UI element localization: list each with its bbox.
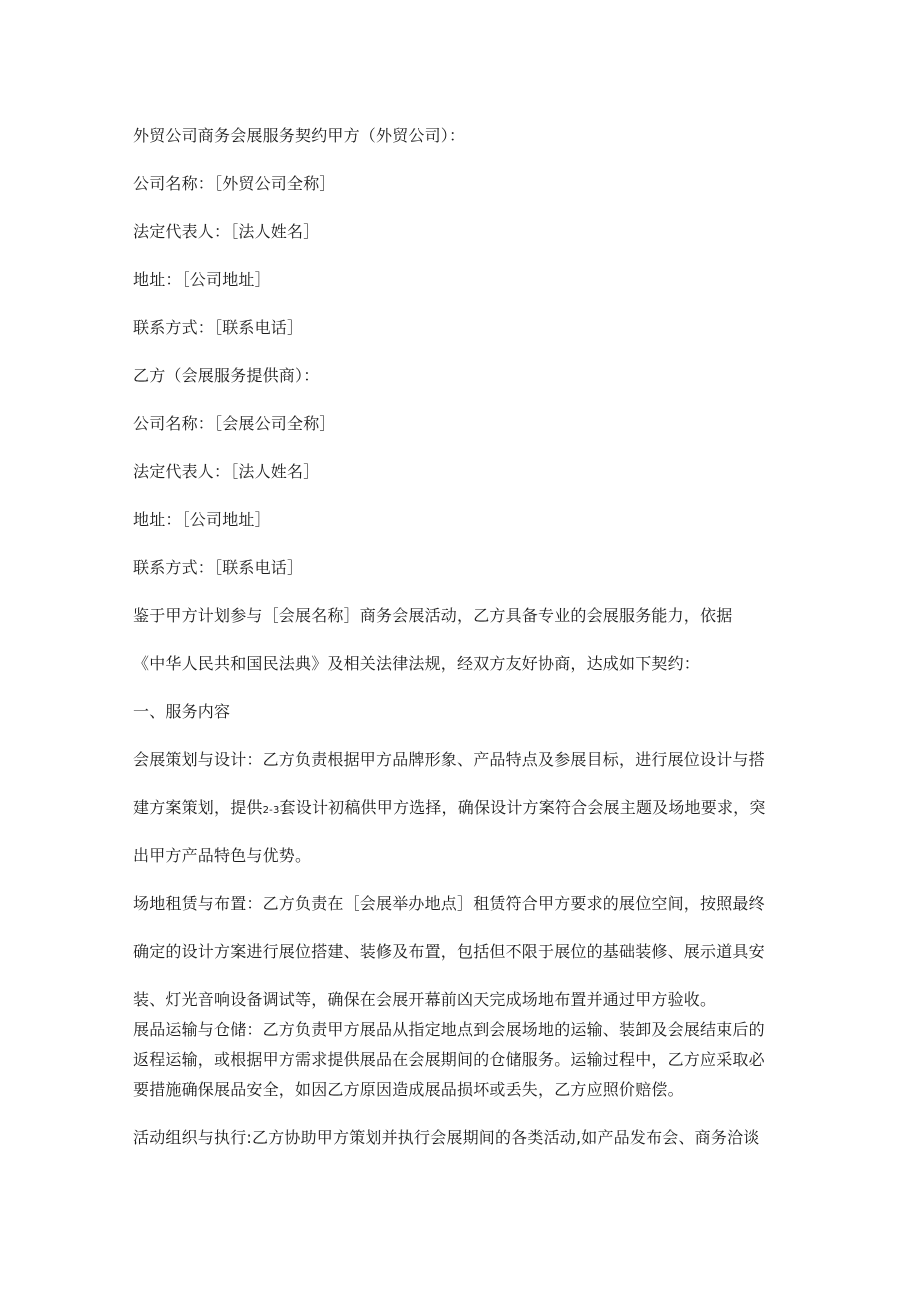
party-b-heading: 乙方（会展服务提供商）： xyxy=(133,366,320,385)
preamble-line-2: 《中华人民共和国民法典》及相关法律法规，经双方友好协商，达成如下契约： xyxy=(133,654,701,673)
transport-line-3: 要措施确保展品安全，如因乙方原因造成展品损坏或丢失，乙方应照价赔偿。 xyxy=(133,1080,684,1099)
venue-line-3: 装、灯光音响设备调试等，确保在会展开幕前凶天完成场地布置并通过甲方验收。 xyxy=(133,990,717,1009)
party-a-contact: 联系方式：［联系电话］ xyxy=(133,318,304,337)
planning-line-2-post: 套设计初稿供甲方选择，确保设计方案符合会展主题及场地要求，突 xyxy=(279,798,766,817)
party-b-address: 地址：［公司地址］ xyxy=(133,510,271,529)
party-b-legal-rep: 法定代表人：［法人姓名］ xyxy=(133,462,320,481)
party-a-legal-rep: 法定代表人：［法人姓名］ xyxy=(133,222,320,241)
venue-line-2: 确定的设计方案进行展位搭建、装修及布置，包括但不限于展位的基础装修、展示道具安 xyxy=(133,942,765,961)
planning-line-1: 会展策划与设计：乙方负责根据甲方品牌形象、产品特点及参展目标，进行展位设计与搭 xyxy=(133,750,765,769)
party-a-company-name: 公司名称：［外贸公司全称］ xyxy=(133,174,336,193)
contract-title: 外贸公司商务会展服务契约甲方（外贸公司）： xyxy=(133,126,466,145)
venue-line-1: 场地租赁与布置：乙方负责在［会展举办地点］租赁符合甲方要求的展位空间，按照最终 xyxy=(133,894,765,913)
preamble-line-1: 鉴于甲方计划参与［会展名称］商务会展活动，乙方具备专业的会展服务能力，依据 xyxy=(133,606,733,625)
party-b-company-name: 公司名称：［会展公司全称］ xyxy=(133,414,336,433)
planning-draft-count: 2-3 xyxy=(262,805,280,816)
planning-line-2-pre: 建方案策划，提供 xyxy=(133,798,263,817)
section-1-heading: 一、服务内容 xyxy=(133,702,231,721)
transport-line-1: 展品运输与仓储：乙方负责甲方展品从指定地点到会展场地的运输、装卸及会展结束后的 xyxy=(133,1020,765,1039)
transport-line-2: 返程运输，或根据甲方需求提供展品在会展期间的仓储服务。运输过程中，乙方应采取必 xyxy=(133,1050,765,1069)
party-a-address: 地址：［公司地址］ xyxy=(133,270,271,289)
planning-line-2 xyxy=(133,798,766,821)
planning-line-3: 出甲方产品特色与优势。 xyxy=(133,846,312,865)
activity-line-1: 活动组织与执行:乙方协助甲方策划并执行会展期间的各类活动,如产品发布会、商务洽谈 xyxy=(133,1128,760,1147)
party-b-contact: 联系方式：［联系电话］ xyxy=(133,558,304,577)
